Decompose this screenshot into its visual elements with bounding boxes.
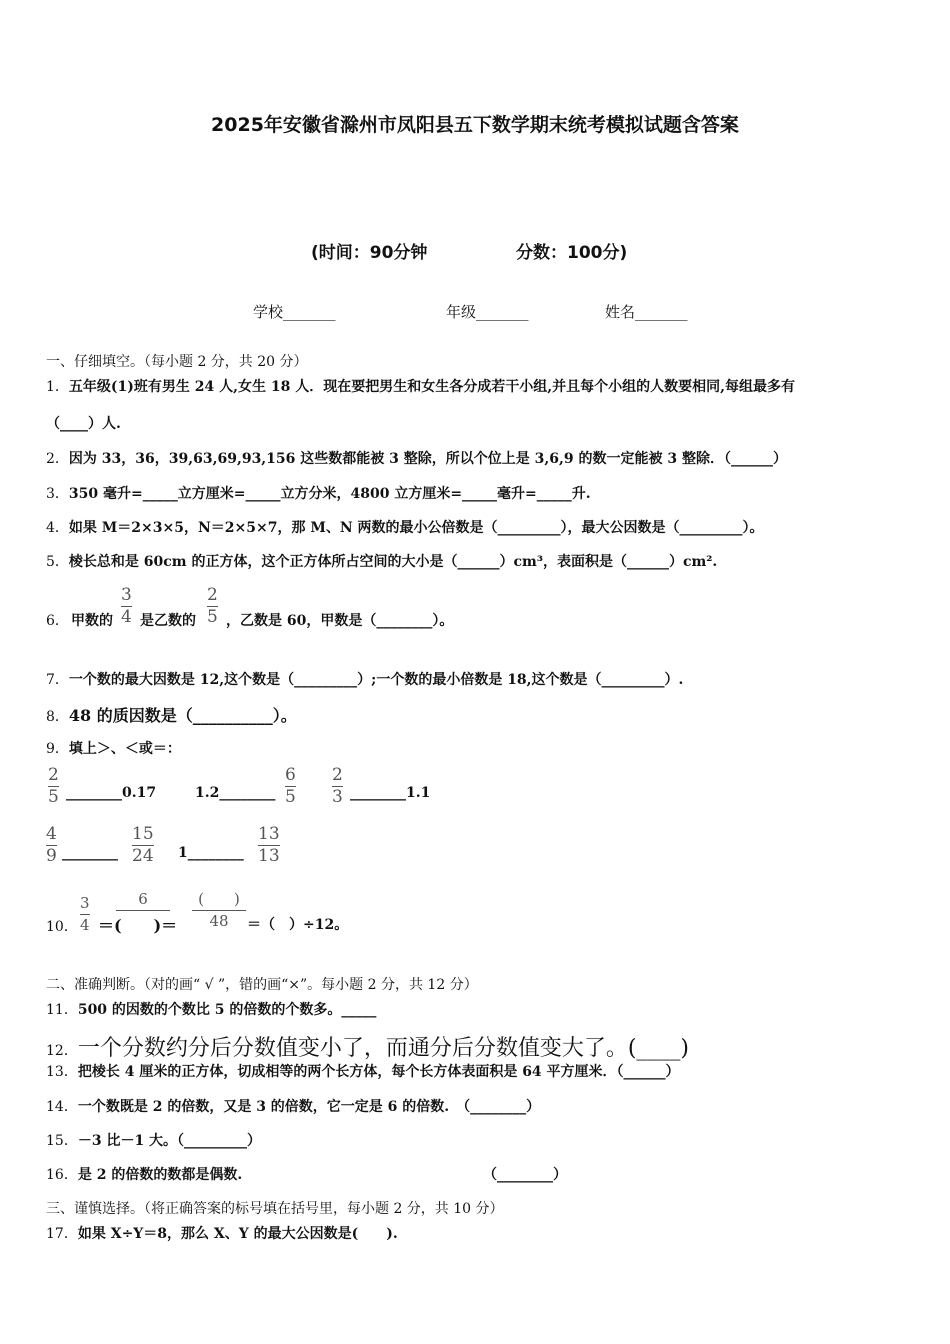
compare-blank-3[interactable]: ________1.1	[350, 785, 431, 801]
numerator: 6	[138, 890, 148, 908]
fraction-2-5	[207, 586, 218, 627]
fraction-15-24	[132, 825, 154, 866]
denominator: 3	[332, 787, 343, 807]
denominator: 4	[80, 916, 90, 934]
compare-blank-1[interactable]: ________0.17	[66, 785, 157, 801]
fraction-2-3	[332, 766, 343, 807]
question-number: 17．	[46, 1226, 78, 1242]
denominator: 13	[258, 846, 280, 866]
answer-blank[interactable]: （________）	[483, 1167, 567, 1183]
question-text: 棱长总和是 60cm 的正方体，这个正方体所占空间的大小是（______）cm³，表面积是（______）cm².	[68, 554, 718, 570]
denominator: 4	[121, 607, 132, 627]
fraction-3-4	[80, 894, 90, 935]
numerator: ( )	[198, 890, 240, 908]
question-5	[46, 551, 717, 571]
numerator: 3	[80, 894, 90, 912]
denominator: 48	[209, 912, 229, 930]
question-11	[46, 999, 376, 1019]
question-number: 4．	[46, 520, 69, 536]
question-number: 7．	[46, 672, 69, 688]
question-number: 12．	[46, 1043, 78, 1059]
denominator: 24	[132, 846, 154, 866]
question-text: 一个数的最大因数是 12,这个数是（_________）;一个数的最小倍数是 18,这个数是（_________）.	[68, 672, 684, 688]
question-10-number: 10．	[46, 919, 78, 935]
numerator: 15	[132, 824, 154, 844]
question-text: 五年级(1)班有男生 24 人,女生 18 人．现在要把男生和女生各分成若干小组,并且每个小组的人数要相同,每组最多有	[68, 379, 795, 395]
question-text: 如果 M＝2×3×5，N＝2×5×7，那 M、N 两数的最小公倍数是（_________），最大公因数是（_________）。	[68, 520, 764, 536]
compare-blank-5[interactable]: 1________	[178, 845, 244, 861]
question-number: 3．	[46, 486, 69, 502]
question-3	[46, 483, 591, 503]
question-text: 因为 33，36，39,63,69,93,156 这些数都能被 3 整除，所以个位上是 3,6,9 的数一定能被 3 整除．（______）	[68, 451, 787, 467]
numerator: 2	[207, 585, 218, 605]
question-8	[46, 703, 297, 726]
question-number: 16．	[46, 1167, 78, 1183]
question-10-equals-a	[98, 913, 177, 936]
question-10-end	[247, 914, 348, 934]
question-6-number: 6．	[46, 613, 69, 629]
question-4	[46, 517, 764, 537]
question-number: 13．	[46, 1064, 78, 1080]
numerator: 13	[258, 824, 280, 844]
compare-blank-4[interactable]: ________	[62, 845, 118, 861]
fraction-6-blank	[116, 890, 170, 912]
question-text: ＝( )＝	[98, 916, 178, 935]
question-6-text-b	[140, 610, 196, 630]
page-title: 2025年安徽省滁州市凤阳县五下数学期末统考模拟试题含答案	[211, 114, 739, 136]
question-text: ＝（ ）÷12。	[247, 917, 349, 933]
exam-time: (时间：90分钟	[311, 243, 428, 263]
question-text: 一个分数约分后分数值变小了，而通分后分数值变大了。(____)	[77, 1036, 689, 1061]
section-heading-1: 一、仔细填空。（每小题 2 分，共 20 分）	[46, 354, 308, 370]
grade-field[interactable]: 年级_______	[446, 303, 529, 321]
question-text: 是 2 的倍数的数都是偶数.	[77, 1167, 243, 1183]
question-number: 5．	[46, 554, 69, 570]
fraction-blank-48	[192, 890, 246, 931]
fraction-6-5	[285, 766, 296, 807]
question-number: 9．	[46, 741, 69, 757]
question-number: 15．	[46, 1133, 78, 1149]
question-number: 2．	[46, 451, 69, 467]
question-text: 一个数既是 2 的倍数，又是 3 的倍数，它一定是 6 的倍数. （________）	[77, 1099, 541, 1115]
compare-blank-2[interactable]: 1.2________	[195, 785, 276, 801]
fraction-bar	[192, 910, 246, 911]
question-text: 350 毫升=_____立方厘米=_____立方分米，4800 立方厘米=_____毫升=_____升.	[68, 486, 591, 502]
question-text: 如果 X÷Y＝8，那么 X、Y 的最大公因数是( ).	[77, 1226, 398, 1242]
question-text: 填上＞、＜或＝：	[68, 741, 181, 757]
question-number: 14．	[46, 1099, 78, 1115]
section-heading-2: 二、准确判断。（对的画“ √ ”，错的画“×”。每小题 2 分，共 12 分）	[46, 977, 478, 993]
fraction-2-5	[48, 766, 59, 807]
section-heading-3: 三、谨慎选择。（将正确答案的标号填在括号里，每小题 2 分，共 10 分）	[46, 1201, 504, 1217]
question-number: 8．	[46, 709, 69, 725]
question-1	[46, 376, 795, 396]
denominator: 5	[48, 787, 59, 807]
question-6-text-a	[71, 610, 113, 630]
question-16-blank[interactable]	[483, 1164, 567, 1184]
question-6-text-c	[226, 610, 453, 630]
exam-score: 分数：100分)	[516, 243, 628, 263]
question-2	[46, 448, 787, 468]
fraction-4-9	[46, 825, 57, 866]
school-field[interactable]: 学校_______	[253, 303, 336, 321]
numerator: 2	[48, 765, 59, 785]
denominator: 5	[207, 607, 218, 627]
question-16	[46, 1164, 242, 1184]
question-number: 1．	[46, 379, 69, 395]
numerator: 4	[46, 824, 57, 844]
fraction-13-13	[258, 825, 280, 866]
question-17	[46, 1223, 398, 1243]
question-text: －3 比－1 大。（_________）	[77, 1133, 262, 1149]
question-9	[46, 738, 181, 758]
question-text: ，乙数是 60，甲数是（________）。	[226, 613, 454, 629]
question-text: 500 的因数的个数比 5 的倍数的个数多。_____	[77, 1002, 377, 1018]
question-12	[46, 1031, 689, 1062]
question-text: 甲数的	[71, 613, 113, 629]
question-text: 是乙数的	[140, 613, 196, 629]
question-number: 11．	[46, 1002, 78, 1018]
question-13	[46, 1061, 680, 1081]
numerator: 3	[121, 585, 132, 605]
question-text: （____）人.	[46, 416, 121, 432]
denominator: 5	[285, 787, 296, 807]
question-text: 把棱长 4 厘米的正方体，切成相等的两个长方体，每个长方体表面积是 64 平方厘米．（______）	[77, 1064, 680, 1080]
fraction-bar	[116, 910, 170, 911]
fraction-3-4	[121, 586, 132, 627]
numerator: 6	[285, 765, 296, 785]
numerator: 2	[332, 765, 343, 785]
question-text: 48 的质因数是（__________）。	[68, 706, 297, 725]
question-1-cont	[46, 413, 121, 433]
question-7	[46, 669, 683, 689]
fraction-bar	[80, 914, 90, 915]
name-field[interactable]: 姓名_______	[605, 303, 688, 321]
denominator: 9	[46, 846, 57, 866]
question-14	[46, 1096, 540, 1116]
question-15	[46, 1130, 261, 1150]
